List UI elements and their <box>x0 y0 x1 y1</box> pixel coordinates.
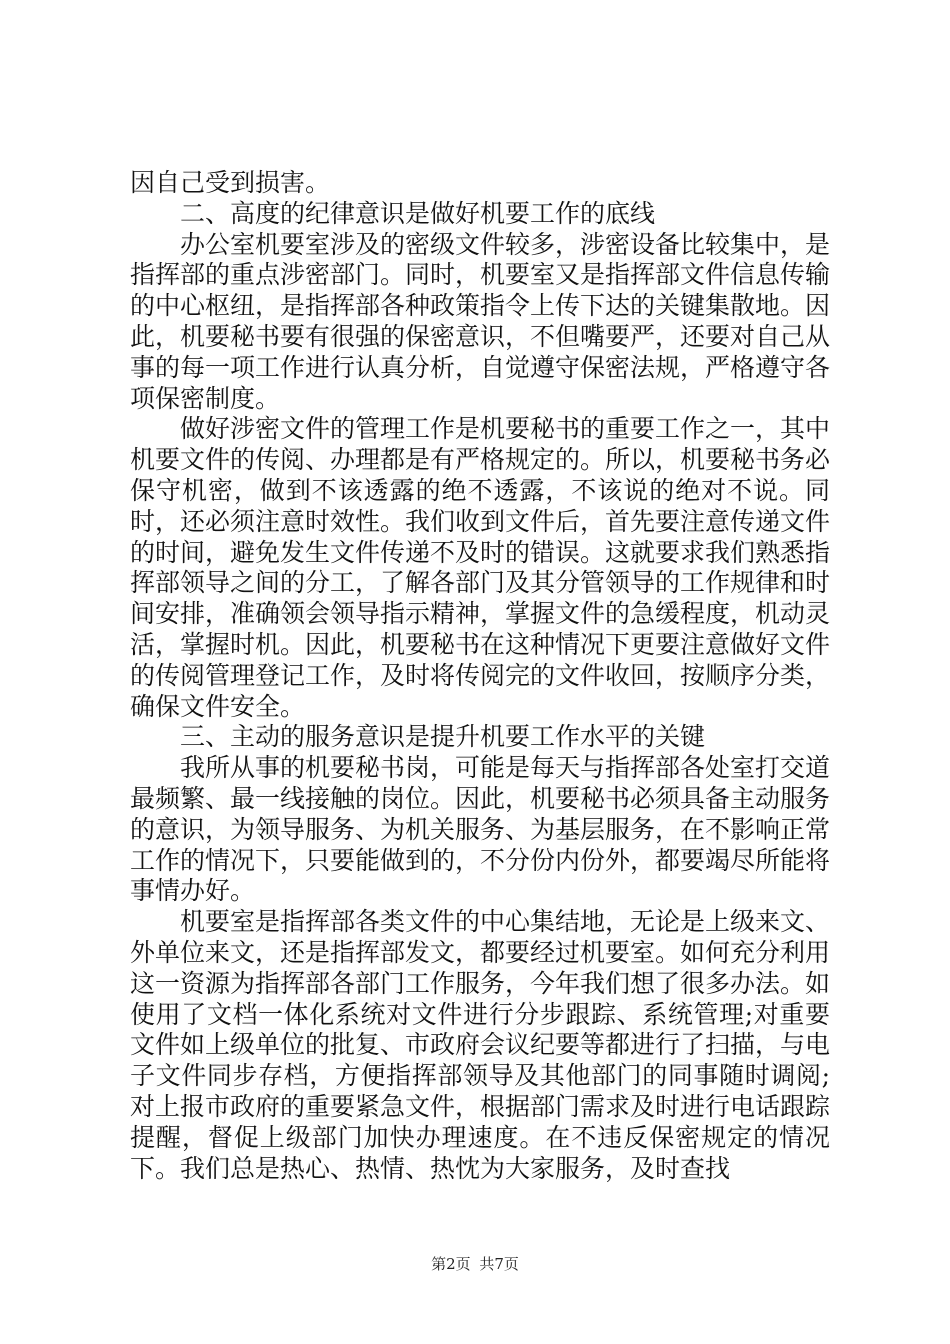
paragraph: 我所从事的机要秘书岗，可能是每天与指挥部各处室打交道最频繁、最一线接触的岗位。因此，机要秘书必须具备主动服务的意识，为领导服务、为机关服务、为基层服务，在不影响正常工作的情况下，只要能做到的，不分份内份外，都要竭尽所能将事情办好。 <box>130 753 831 906</box>
document-body <box>130 168 830 1184</box>
paragraph: 机要室是指挥部各类文件的中心集结地，无论是上级来文、外单位来文，还是指挥部发文，都要经过机要室。如何充分利用这一资源为指挥部各部门工作服务，今年我们想了很多办法。如使用了文档一体化系统对文件进行分步跟踪、系统管理;对重要文件如上级单位的批复、市政府会议纪要等都进行了扫描，与电子文件同步存档，方便指挥部领导及其他部门的同事随时调阅;对上报市政府的重要紧急文件，根据部门需求及时进行电话跟踪提醒，督促上级部门加快办理速度。在不违反保密规定的情况下。我们总是热心、热情、热忱为大家服务，及时查找 <box>130 907 831 1183</box>
page-number: 第2页 <box>431 1255 471 1273</box>
page-total: 共7页 <box>479 1255 519 1273</box>
page-footer <box>0 1254 950 1274</box>
paragraph-continuation: 因自己受到损害。 <box>130 168 331 197</box>
paragraph: 做好涉密文件的管理工作是机要秘书的重要工作之一，其中机要文件的传阅、办理都是有严格规定的。所以，机要秘书务必保守机密，做到不该透露的绝不透露，不该说的绝对不说。同时，还必须注意时效性。我们收到文件后，首先要注意传递文件的时间，避免发生文件传递不及时的错误。这就要求我们熟悉指挥部领导之间的分工，了解各部门及其分管领导的工作规律和时间安排，准确领会领导指示精神，掌握文件的急缓程度，机动灵活，掌握时机。因此，机要秘书在这种情况下更要注意做好文件的传阅管理登记工作，及时将传阅完的文件收回，按顺序分类，确保文件安全。 <box>130 414 831 721</box>
section-heading-3: 三、主动的服务意识是提升机要工作水平的关键 <box>180 722 706 752</box>
paragraph: 办公室机要室涉及的密级文件较多，涉密设备比较集中，是指挥部的重点涉密部门。同时，机要室又是指挥部文件信息传输的中心枢纽，是指挥部各种政策指令上传下达的关键集散地。因此，机要秘书要有很强的保密意识，不但嘴要严，还要对自己从事的每一项工作进行认真分析，自觉遵守保密法规，严格遵守各项保密制度。 <box>130 229 831 413</box>
section-heading-2: 二、高度的纪律意识是做好机要工作的底线 <box>180 198 656 228</box>
